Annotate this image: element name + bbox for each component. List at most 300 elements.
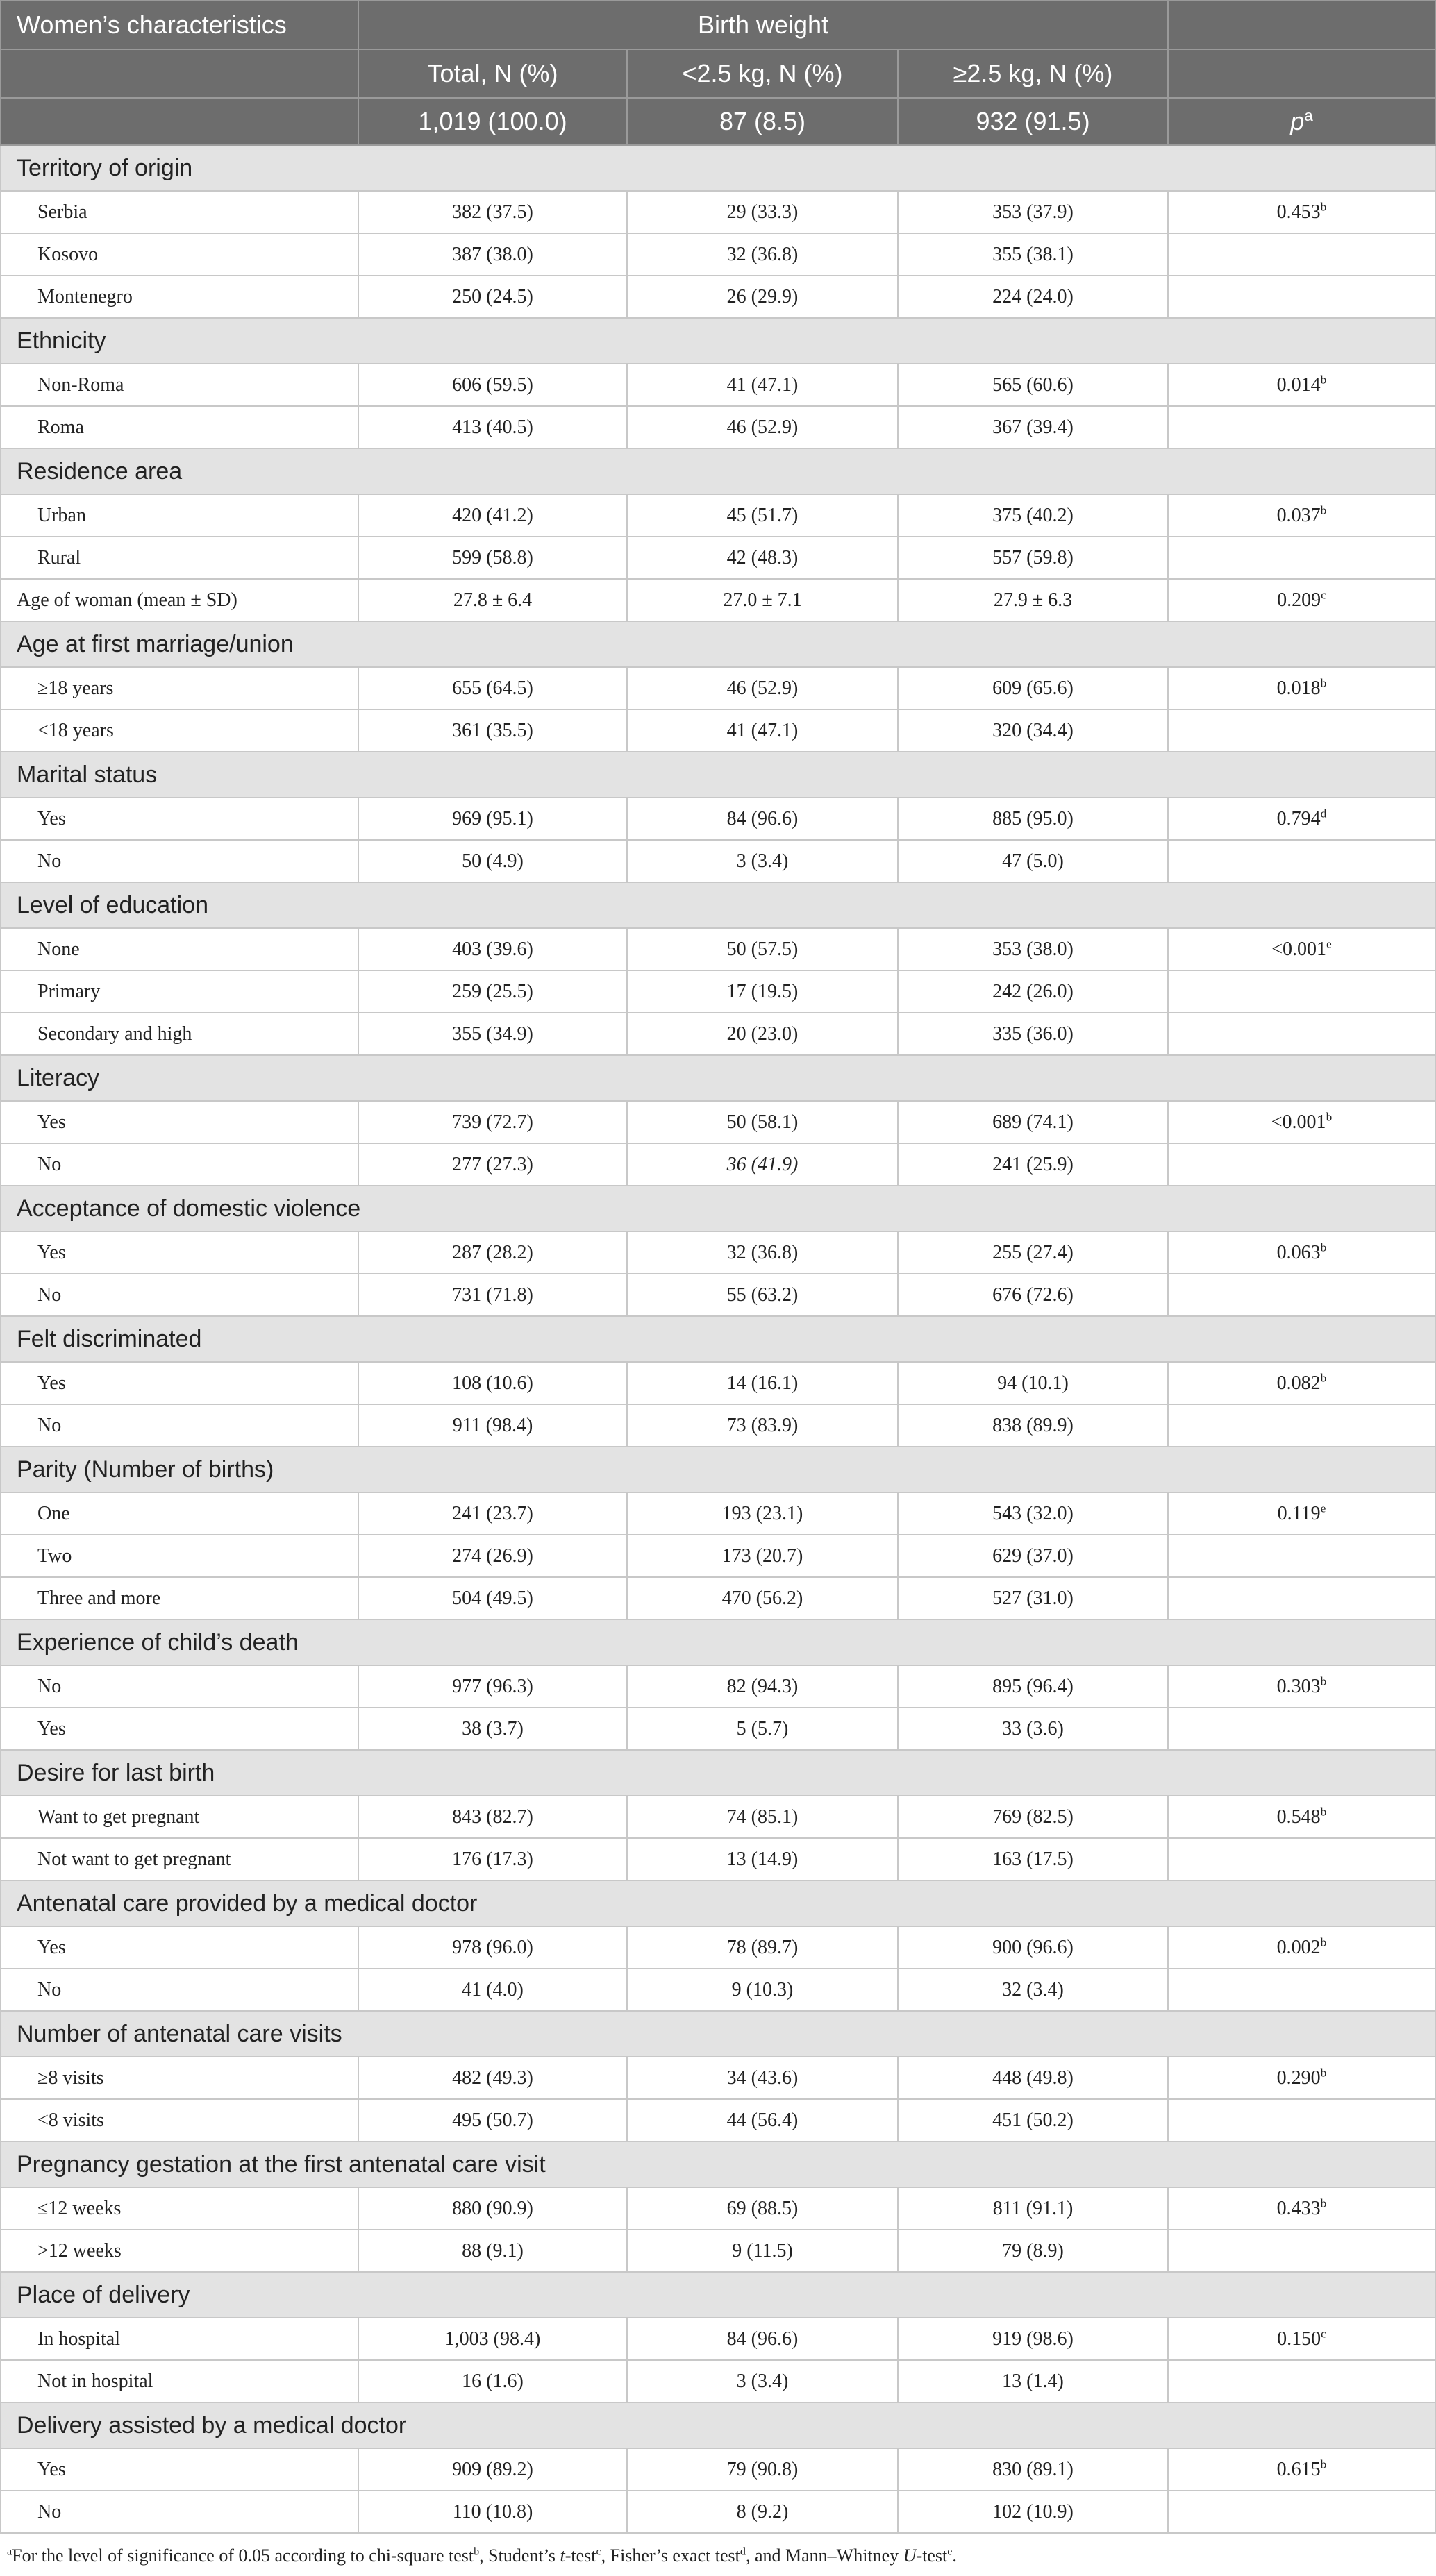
total-cell: 403 (39.6) <box>358 928 627 970</box>
normal-weight-cell: 33 (3.6) <box>898 1708 1168 1750</box>
p-value: 0.615 <box>1276 2458 1321 2480</box>
low-weight-cell: 9 (10.3) <box>627 1969 898 2011</box>
group-label: Age at first marriage/union <box>1 621 1435 667</box>
p-value-cell <box>1168 191 1435 233</box>
low-weight-cell: 44 (56.4) <box>627 2099 898 2141</box>
row-label: Yes <box>1 2448 358 2491</box>
table-row <box>1 1535 1435 1577</box>
normal-weight-cell: 335 (36.0) <box>898 1013 1168 1055</box>
low-weight-cell: 84 (96.6) <box>627 798 898 840</box>
footnote-marker: c <box>596 2545 601 2558</box>
group-label: Desire for last birth <box>1 1750 1435 1796</box>
total-cell: 387 (38.0) <box>358 233 627 276</box>
col-header-characteristics: Women’s characteristics <box>1 1 358 49</box>
table-row <box>1 1665 1435 1708</box>
table-row <box>1 1274 1435 1316</box>
normal-weight-cell: 163 (17.5) <box>898 1838 1168 1880</box>
footnote-text: , and Mann–Whitney <box>745 2545 903 2566</box>
table-row <box>1 667 1435 709</box>
row-label: Want to get pregnant <box>1 1796 358 1838</box>
row-label: >12 weeks <box>1 2230 358 2272</box>
low-weight-cell: 69 (88.5) <box>627 2187 898 2230</box>
low-weight-cell: 46 (52.9) <box>627 667 898 709</box>
row-label: Rural <box>1 537 358 579</box>
total-cell: 41 (4.0) <box>358 1969 627 2011</box>
table-row <box>1 579 1435 621</box>
normal-weight-cell: 885 (95.0) <box>898 798 1168 840</box>
p-value: 0.037 <box>1276 504 1321 526</box>
low-weight-cell: 50 (58.1) <box>627 1101 898 1143</box>
row-label: One <box>1 1492 358 1535</box>
p-value-cell <box>1168 579 1435 621</box>
low-weight-cell: 32 (36.8) <box>627 1231 898 1274</box>
low-weight-cell: 20 (23.0) <box>627 1013 898 1055</box>
normal-weight-cell: 830 (89.1) <box>898 2448 1168 2491</box>
p-value-cell <box>1168 2187 1435 2230</box>
low-weight-cell: 32 (36.8) <box>627 233 898 276</box>
row-label: Yes <box>1 798 358 840</box>
p-value-cell <box>1168 1143 1435 1186</box>
normal-weight-cell: 79 (8.9) <box>898 2230 1168 2272</box>
total-cell: 978 (96.0) <box>358 1926 627 1969</box>
table-row <box>1 2057 1435 2099</box>
p-value-cell <box>1168 364 1435 406</box>
table-footnote <box>7 2545 957 2566</box>
low-weight-cell: 14 (16.1) <box>627 1362 898 1404</box>
group-header-row <box>1 318 1435 364</box>
table-row <box>1 2318 1435 2360</box>
p-value-cell <box>1168 1101 1435 1143</box>
table-row <box>1 191 1435 233</box>
p-value-cell <box>1168 709 1435 752</box>
normal-weight-cell: 895 (96.4) <box>898 1665 1168 1708</box>
table-row <box>1 537 1435 579</box>
row-label: Urban <box>1 494 358 537</box>
table-row <box>1 1143 1435 1186</box>
p-value-footnote-marker: c <box>1321 588 1326 602</box>
low-weight-cell: 79 (90.8) <box>627 2448 898 2491</box>
p-value-footnote-marker: b <box>1320 373 1327 387</box>
p-value-footnote-marker: b <box>1320 2066 1327 2080</box>
group-label: Ethnicity <box>1 318 1435 364</box>
group-header-row <box>1 1880 1435 1926</box>
p-value: 0.548 <box>1276 1805 1321 1828</box>
p-value-cell <box>1168 1362 1435 1404</box>
p-value-cell <box>1168 2318 1435 2360</box>
row-label: Serbia <box>1 191 358 233</box>
p-value-footnote-marker: e <box>1326 937 1332 951</box>
col-header-normal-weight: ≥2.5 kg, N (%) <box>898 49 1168 98</box>
group-label: Literacy <box>1 1055 1435 1101</box>
group-header-row <box>1 621 1435 667</box>
normal-weight-cell: 102 (10.9) <box>898 2491 1168 2533</box>
p-value-cell <box>1168 1231 1435 1274</box>
total-cell: 277 (27.3) <box>358 1143 627 1186</box>
group-header-row <box>1 1055 1435 1101</box>
footnote-text: , Student’s <box>479 2545 560 2566</box>
col-header-birth-weight: Birth weight <box>358 1 1168 49</box>
low-weight-cell: 50 (57.5) <box>627 928 898 970</box>
p-value: 0.290 <box>1276 2066 1321 2089</box>
table-row <box>1 709 1435 752</box>
normal-weight-cell: 448 (49.8) <box>898 2057 1168 2099</box>
row-label: Age of woman (mean ± SD) <box>1 579 358 621</box>
low-weight-cell: 8 (9.2) <box>627 2491 898 2533</box>
total-cell: 241 (23.7) <box>358 1492 627 1535</box>
low-weight-cell: 36 (41.9) <box>627 1143 898 1186</box>
group-header-row <box>1 752 1435 798</box>
normal-weight-count: 932 (91.5) <box>898 98 1168 145</box>
p-value-cell <box>1168 537 1435 579</box>
p-value-cell <box>1168 970 1435 1013</box>
footnote-marker: b <box>474 2545 480 2558</box>
p-value: 0.014 <box>1276 373 1321 396</box>
footnote-text: U <box>903 2545 917 2566</box>
total-cell: 108 (10.6) <box>358 1362 627 1404</box>
group-header-row <box>1 1750 1435 1796</box>
p-value-cell <box>1168 1838 1435 1880</box>
p-value-footnote-marker: b <box>1320 1935 1327 1949</box>
normal-weight-cell: 769 (82.5) <box>898 1796 1168 1838</box>
total-cell: 843 (82.7) <box>358 1796 627 1838</box>
row-label: No <box>1 2491 358 2533</box>
total-cell: 655 (64.5) <box>358 667 627 709</box>
header-row-1 <box>1 1 1435 49</box>
total-cell: 38 (3.7) <box>358 1708 627 1750</box>
low-weight-cell: 34 (43.6) <box>627 2057 898 2099</box>
normal-weight-cell: 353 (37.9) <box>898 191 1168 233</box>
p-value-footnote-marker: b <box>1320 503 1327 517</box>
p-value-cell <box>1168 233 1435 276</box>
total-cell: 50 (4.9) <box>358 840 627 882</box>
p-value-footnote-marker: b <box>1320 1240 1327 1254</box>
table-row <box>1 1101 1435 1143</box>
group-label: Residence area <box>1 448 1435 494</box>
row-label: ≥18 years <box>1 667 358 709</box>
total-cell: 274 (26.9) <box>358 1535 627 1577</box>
group-header-row <box>1 2011 1435 2057</box>
p-value: 0.794 <box>1276 807 1321 830</box>
low-weight-cell: 13 (14.9) <box>627 1838 898 1880</box>
total-cell: 27.8 ± 6.4 <box>358 579 627 621</box>
normal-weight-cell: 689 (74.1) <box>898 1101 1168 1143</box>
group-header-row <box>1 2141 1435 2187</box>
p-value: 0.002 <box>1276 1936 1321 1958</box>
table-row <box>1 1969 1435 2011</box>
row-label: Yes <box>1 1362 358 1404</box>
low-weight-cell: 470 (56.2) <box>627 1577 898 1619</box>
p-value-cell <box>1168 1274 1435 1316</box>
p-value-cell <box>1168 1404 1435 1447</box>
table-row <box>1 1577 1435 1619</box>
row-label: <8 visits <box>1 2099 358 2141</box>
total-cell: 413 (40.5) <box>358 406 627 448</box>
table-row <box>1 840 1435 882</box>
p-value-cell <box>1168 1535 1435 1577</box>
p-value-cell <box>1168 494 1435 537</box>
footnote-text: -test <box>565 2545 596 2566</box>
total-cell: 16 (1.6) <box>358 2360 627 2402</box>
group-label: Felt discriminated <box>1 1316 1435 1362</box>
row-label: No <box>1 1665 358 1708</box>
total-cell: 880 (90.9) <box>358 2187 627 2230</box>
normal-weight-cell: 94 (10.1) <box>898 1362 1168 1404</box>
total-cell: 250 (24.5) <box>358 276 627 318</box>
footnote-text: For the level of significance of 0.05 according to chi-square test <box>12 2545 474 2566</box>
table-row <box>1 2099 1435 2141</box>
p-value: 0.018 <box>1276 677 1321 699</box>
p-value-footnote-marker: d <box>1320 807 1327 820</box>
normal-weight-cell: 224 (24.0) <box>898 276 1168 318</box>
row-label: None <box>1 928 358 970</box>
low-weight-cell: 41 (47.1) <box>627 709 898 752</box>
low-weight-cell: 27.0 ± 7.1 <box>627 579 898 621</box>
p-value-cell <box>1168 2491 1435 2533</box>
low-weight-cell: 46 (52.9) <box>627 406 898 448</box>
table-row <box>1 1404 1435 1447</box>
col-header-total: Total, N (%) <box>358 49 627 98</box>
total-cell: 482 (49.3) <box>358 2057 627 2099</box>
p-value-footnote-marker: b <box>1320 2457 1327 2471</box>
footnote-marker: e <box>947 2545 953 2558</box>
total-cell: 739 (72.7) <box>358 1101 627 1143</box>
low-weight-cell: 3 (3.4) <box>627 840 898 882</box>
group-label: Delivery assisted by a medical doctor <box>1 2402 1435 2448</box>
normal-weight-cell: 838 (89.9) <box>898 1404 1168 1447</box>
p-value-cell <box>1168 1492 1435 1535</box>
normal-weight-cell: 676 (72.6) <box>898 1274 1168 1316</box>
low-weight-cell: 82 (94.3) <box>627 1665 898 1708</box>
table-row <box>1 2360 1435 2402</box>
p-value: <0.001 <box>1271 938 1327 960</box>
table-row <box>1 2187 1435 2230</box>
table-row <box>1 1838 1435 1880</box>
low-weight-cell: 42 (48.3) <box>627 537 898 579</box>
p-value-footnote-marker: b <box>1320 200 1327 214</box>
p-value-cell <box>1168 1969 1435 2011</box>
low-weight-cell: 45 (51.7) <box>627 494 898 537</box>
footnote-marker: a <box>7 2545 12 2558</box>
row-label: Non-Roma <box>1 364 358 406</box>
p-value-footnote-marker: c <box>1321 2327 1326 2341</box>
low-weight-cell: 73 (83.9) <box>627 1404 898 1447</box>
p-value-footnote-marker: b <box>1320 676 1327 690</box>
footnote-marker: d <box>740 2545 746 2558</box>
group-label: Experience of child’s death <box>1 1619 1435 1665</box>
group-label: Parity (Number of births) <box>1 1447 1435 1492</box>
low-weight-cell: 26 (29.9) <box>627 276 898 318</box>
low-weight-cell: 5 (5.7) <box>627 1708 898 1750</box>
table-row <box>1 1013 1435 1055</box>
table-row <box>1 2491 1435 2533</box>
group-header-row <box>1 882 1435 928</box>
p-value: 0.209 <box>1277 589 1321 611</box>
group-label: Place of delivery <box>1 2272 1435 2318</box>
table-row <box>1 928 1435 970</box>
p-value-footnote-marker: e <box>1320 1501 1326 1515</box>
p-value-cell <box>1168 1013 1435 1055</box>
p-value-cell <box>1168 406 1435 448</box>
normal-weight-cell: 900 (96.6) <box>898 1926 1168 1969</box>
normal-weight-cell: 629 (37.0) <box>898 1535 1168 1577</box>
normal-weight-cell: 609 (65.6) <box>898 667 1168 709</box>
total-cell: 911 (98.4) <box>358 1404 627 1447</box>
table-row <box>1 1231 1435 1274</box>
p-value-footnote-marker: b <box>1320 1805 1327 1819</box>
total-cell: 969 (95.1) <box>358 798 627 840</box>
header-row-3 <box>1 98 1435 145</box>
row-label: Not in hospital <box>1 2360 358 2402</box>
normal-weight-cell: 527 (31.0) <box>898 1577 1168 1619</box>
row-label: ≤12 weeks <box>1 2187 358 2230</box>
p-value-cell <box>1168 2360 1435 2402</box>
p-value-cell <box>1168 1796 1435 1838</box>
total-cell: 504 (49.5) <box>358 1577 627 1619</box>
normal-weight-cell: 255 (27.4) <box>898 1231 1168 1274</box>
normal-weight-cell: 27.9 ± 6.3 <box>898 579 1168 621</box>
table-row <box>1 276 1435 318</box>
group-header-row <box>1 1619 1435 1665</box>
row-label: No <box>1 1404 358 1447</box>
p-value-footnote-marker: b <box>1320 1371 1327 1385</box>
row-label: Two <box>1 1535 358 1577</box>
row-label: Yes <box>1 1926 358 1969</box>
total-cell: 909 (89.2) <box>358 2448 627 2491</box>
group-header-row <box>1 2272 1435 2318</box>
row-label: Yes <box>1 1231 358 1274</box>
normal-weight-cell: 242 (26.0) <box>898 970 1168 1013</box>
group-label: Territory of origin <box>1 145 1435 191</box>
p-footnote-marker: a <box>1304 107 1313 124</box>
p-value-footnote-marker: b <box>1320 2196 1327 2210</box>
group-label: Level of education <box>1 882 1435 928</box>
p-value-footnote-marker: b <box>1326 1110 1333 1124</box>
table-row <box>1 1492 1435 1535</box>
p-value: <0.001 <box>1271 1111 1326 1133</box>
row-label: No <box>1 840 358 882</box>
row-label: <18 years <box>1 709 358 752</box>
p-value-cell <box>1168 2099 1435 2141</box>
total-cell: 110 (10.8) <box>358 2491 627 2533</box>
total-cell: 731 (71.8) <box>358 1274 627 1316</box>
group-header-row <box>1 1316 1435 1362</box>
normal-weight-cell: 355 (38.1) <box>898 233 1168 276</box>
total-cell: 977 (96.3) <box>358 1665 627 1708</box>
normal-weight-cell: 241 (25.9) <box>898 1143 1168 1186</box>
table-row <box>1 970 1435 1013</box>
p-value-cell <box>1168 1926 1435 1969</box>
total-cell: 176 (17.3) <box>358 1838 627 1880</box>
row-label: Not want to get pregnant <box>1 1838 358 1880</box>
row-label: No <box>1 1274 358 1316</box>
row-label: No <box>1 1969 358 2011</box>
total-cell: 88 (9.1) <box>358 2230 627 2272</box>
table-row <box>1 1708 1435 1750</box>
p-value-cell <box>1168 276 1435 318</box>
normal-weight-cell: 47 (5.0) <box>898 840 1168 882</box>
group-label: Marital status <box>1 752 1435 798</box>
table-row <box>1 798 1435 840</box>
group-header-row <box>1 2402 1435 2448</box>
table-row <box>1 364 1435 406</box>
p-value: 0.082 <box>1276 1372 1321 1394</box>
row-label: No <box>1 1143 358 1186</box>
table-row <box>1 406 1435 448</box>
col-header-empty <box>1168 49 1435 98</box>
p-value: 0.433 <box>1276 2197 1321 2219</box>
low-weight-cell: 41 (47.1) <box>627 364 898 406</box>
row-label: Kosovo <box>1 233 358 276</box>
low-weight-cell: 84 (96.6) <box>627 2318 898 2360</box>
col-header-p-value <box>1168 98 1435 145</box>
group-label: Antenatal care provided by a medical doctor <box>1 1880 1435 1926</box>
row-label: Primary <box>1 970 358 1013</box>
total-cell: 382 (37.5) <box>358 191 627 233</box>
low-weight-cell: 29 (33.3) <box>627 191 898 233</box>
total-cell: 420 (41.2) <box>358 494 627 537</box>
total-cell: 287 (28.2) <box>358 1231 627 1274</box>
group-label: Acceptance of domestic violence <box>1 1186 1435 1231</box>
table-row <box>1 1796 1435 1838</box>
table-row <box>1 494 1435 537</box>
table-row <box>1 233 1435 276</box>
p-value-cell <box>1168 840 1435 882</box>
normal-weight-cell: 811 (91.1) <box>898 2187 1168 2230</box>
p-value-footnote-marker: b <box>1320 1674 1327 1688</box>
low-weight-cell: 55 (63.2) <box>627 1274 898 1316</box>
row-label: Three and more <box>1 1577 358 1619</box>
normal-weight-cell: 353 (38.0) <box>898 928 1168 970</box>
total-cell: 355 (34.9) <box>358 1013 627 1055</box>
total-cell: 495 (50.7) <box>358 2099 627 2141</box>
table-row <box>1 2448 1435 2491</box>
normal-weight-cell: 543 (32.0) <box>898 1492 1168 1535</box>
low-weight-cell: 173 (20.7) <box>627 1535 898 1577</box>
footnote-text: . <box>952 2545 957 2566</box>
normal-weight-cell: 32 (3.4) <box>898 1969 1168 2011</box>
total-count: 1,019 (100.0) <box>358 98 627 145</box>
normal-weight-cell: 565 (60.6) <box>898 364 1168 406</box>
p-value: 0.150 <box>1277 2327 1321 2350</box>
low-weight-cell: 193 (23.1) <box>627 1492 898 1535</box>
col-header-low-weight: <2.5 kg, N (%) <box>627 49 898 98</box>
p-value-cell <box>1168 1665 1435 1708</box>
total-cell: 361 (35.5) <box>358 709 627 752</box>
p-value-cell <box>1168 667 1435 709</box>
group-label: Number of antenatal care visits <box>1 2011 1435 2057</box>
low-weight-cell: 17 (19.5) <box>627 970 898 1013</box>
normal-weight-cell: 375 (40.2) <box>898 494 1168 537</box>
normal-weight-cell: 367 (39.4) <box>898 406 1168 448</box>
row-label: In hospital <box>1 2318 358 2360</box>
p-value-cell <box>1168 2230 1435 2272</box>
row-label: Yes <box>1 1101 358 1143</box>
row-label: Montenegro <box>1 276 358 318</box>
low-weight-count: 87 (8.5) <box>627 98 898 145</box>
p-value: 0.453 <box>1276 201 1321 223</box>
row-label: Yes <box>1 1708 358 1750</box>
row-label: ≥8 visits <box>1 2057 358 2099</box>
col-header-empty <box>1 49 358 98</box>
normal-weight-cell: 919 (98.6) <box>898 2318 1168 2360</box>
footnote-text: -test <box>916 2545 948 2566</box>
p-value-cell <box>1168 928 1435 970</box>
header-row-2 <box>1 49 1435 98</box>
normal-weight-cell: 13 (1.4) <box>898 2360 1168 2402</box>
p-value: 0.063 <box>1276 1241 1321 1263</box>
group-header-row <box>1 1447 1435 1492</box>
total-cell: 259 (25.5) <box>358 970 627 1013</box>
